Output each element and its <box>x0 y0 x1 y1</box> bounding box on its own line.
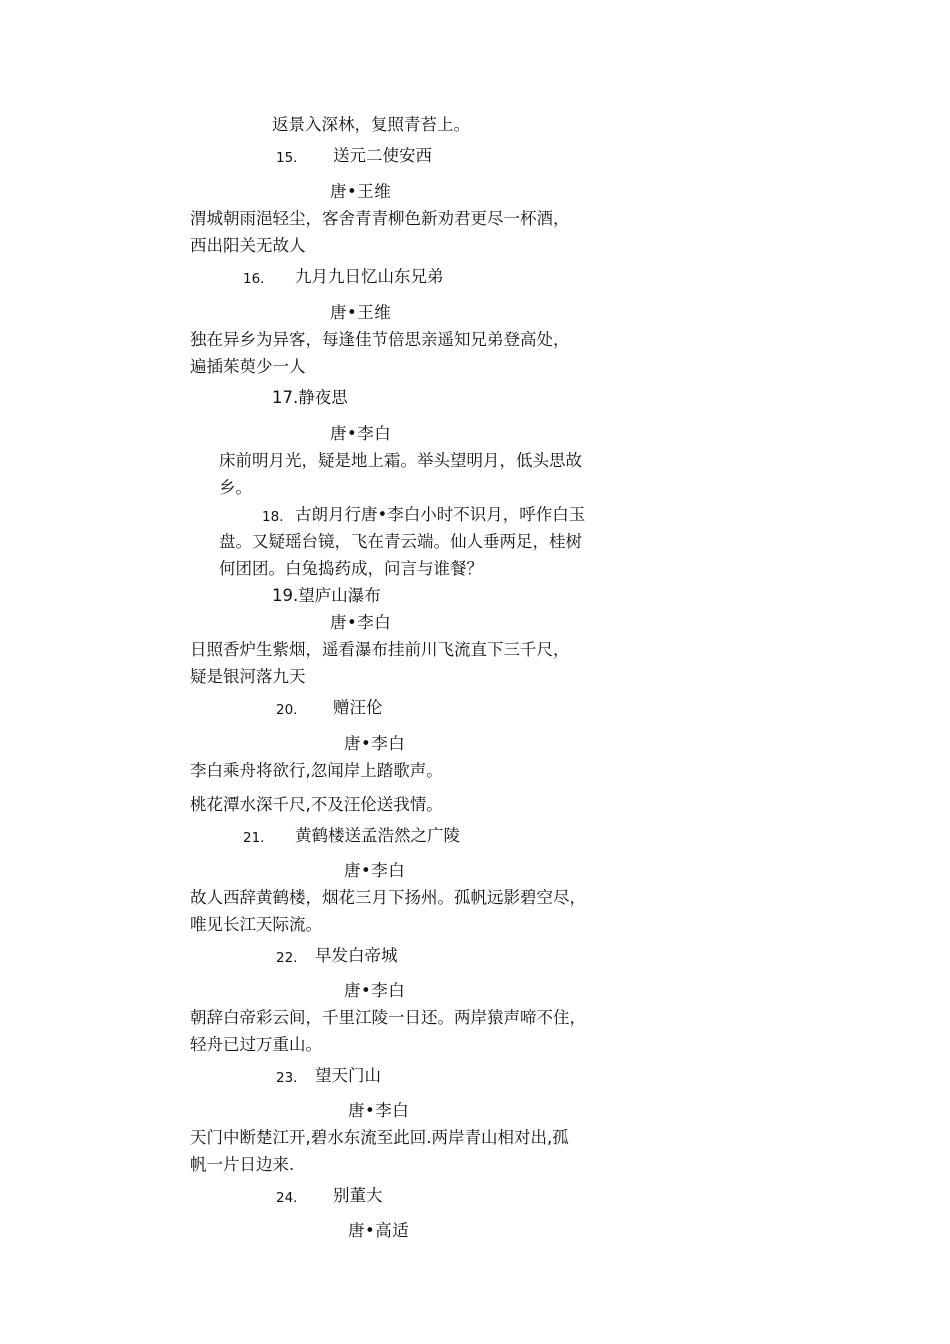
poem-18-number: 18. <box>262 509 284 525</box>
poem-19-heading: 19.望庐山瀑布 <box>272 586 381 605</box>
poem-19-text-line: 日照香炉生紫烟，遥看瀑布挂前川飞流直下三千尺， <box>190 640 570 659</box>
poem-15-title: 送元二使安西 <box>333 146 432 165</box>
poem-21-title: 黄鹤楼送孟浩然之广陵 <box>295 826 460 845</box>
poem-22-text-line: 朝辞白帝彩云间，千里江陵一日还。两岸猿声啼不住， <box>190 1008 586 1027</box>
poem-22-number: 22. <box>276 950 298 966</box>
poem-21-text-line: 唯见长江天际流。 <box>190 915 322 934</box>
poem-16-text-line: 独在异乡为异客，每逢佳节倍思亲遥知兄弟登高处， <box>190 330 570 349</box>
poem-16-title: 九月九日忆山东兄弟 <box>295 267 444 286</box>
poem-23-author: 唐•李白 <box>348 1101 410 1120</box>
poem-24-author: 唐•高适 <box>348 1221 410 1240</box>
poem-20-title: 赠汪伦 <box>333 698 383 717</box>
poem-17-author: 唐•李白 <box>330 424 392 443</box>
poem-21-text-line: 故人西辞黄鹤楼，烟花三月下扬州。孤帆远影碧空尽， <box>190 888 586 907</box>
poem-20-number: 20. <box>276 702 298 718</box>
poem-17-heading: 17.静夜思 <box>272 388 348 407</box>
poem-22-title: 早发白帝城 <box>315 946 398 965</box>
poem-20-author: 唐•李白 <box>344 734 406 753</box>
poem-18-text-line: 何团团。白兔捣药成，问言与谁餐？ <box>219 559 483 578</box>
poem-16-number: 16. <box>243 271 265 287</box>
poem-24-number: 24. <box>276 1190 298 1206</box>
poem-19-author: 唐•李白 <box>330 613 392 632</box>
poem-19-text-line: 疑是银河落九天 <box>190 667 306 686</box>
poem-21-number: 21. <box>243 830 265 846</box>
poem-14-closing-line: 返景入深林，复照青苔上。 <box>272 115 470 134</box>
poem-24-title: 别董大 <box>333 1186 383 1205</box>
poem-15-text-line: 渭城朝雨浥轻尘，客舍青青柳色新劝君更尽一杯酒， <box>190 209 570 228</box>
poem-15-number: 15. <box>276 150 298 166</box>
poem-15-author: 唐•王维 <box>330 182 392 201</box>
poem-21-author: 唐•李白 <box>344 861 406 880</box>
poem-16-text-line: 遍插茱萸少一人 <box>190 357 306 376</box>
poem-23-text-line: 天门中断楚江开,碧水东流至此回.两岸青山相对出,孤 <box>190 1128 569 1147</box>
poem-16-author: 唐•王维 <box>330 303 392 322</box>
poem-17-text-line: 乡。 <box>219 478 252 497</box>
poem-22-author: 唐•李白 <box>344 981 406 1000</box>
poem-18-text-line: 古朗月行唐•李白小时不识月，呼作白玉 <box>295 505 586 524</box>
poem-23-text-line: 帆一片日边来. <box>190 1155 295 1174</box>
poem-18-text-line: 盘。又疑瑶台镜，飞在青云端。仙人垂两足，桂树 <box>219 532 582 551</box>
poem-20-text-line: 李白乘舟将欲行,忽闻岸上踏歌声。 <box>190 761 443 780</box>
poem-22-text-line: 轻舟已过万重山。 <box>190 1035 322 1054</box>
poem-23-number: 23. <box>276 1070 298 1086</box>
poem-17-text-line: 床前明月光，疑是地上霜。举头望明月，低头思故 <box>219 451 582 470</box>
poem-20-text-line: 桃花潭水深千尺,不及汪伦送我情。 <box>190 795 443 814</box>
poem-15-text-line: 西出阳关无故人 <box>190 236 306 255</box>
poem-23-title: 望天门山 <box>315 1066 381 1085</box>
